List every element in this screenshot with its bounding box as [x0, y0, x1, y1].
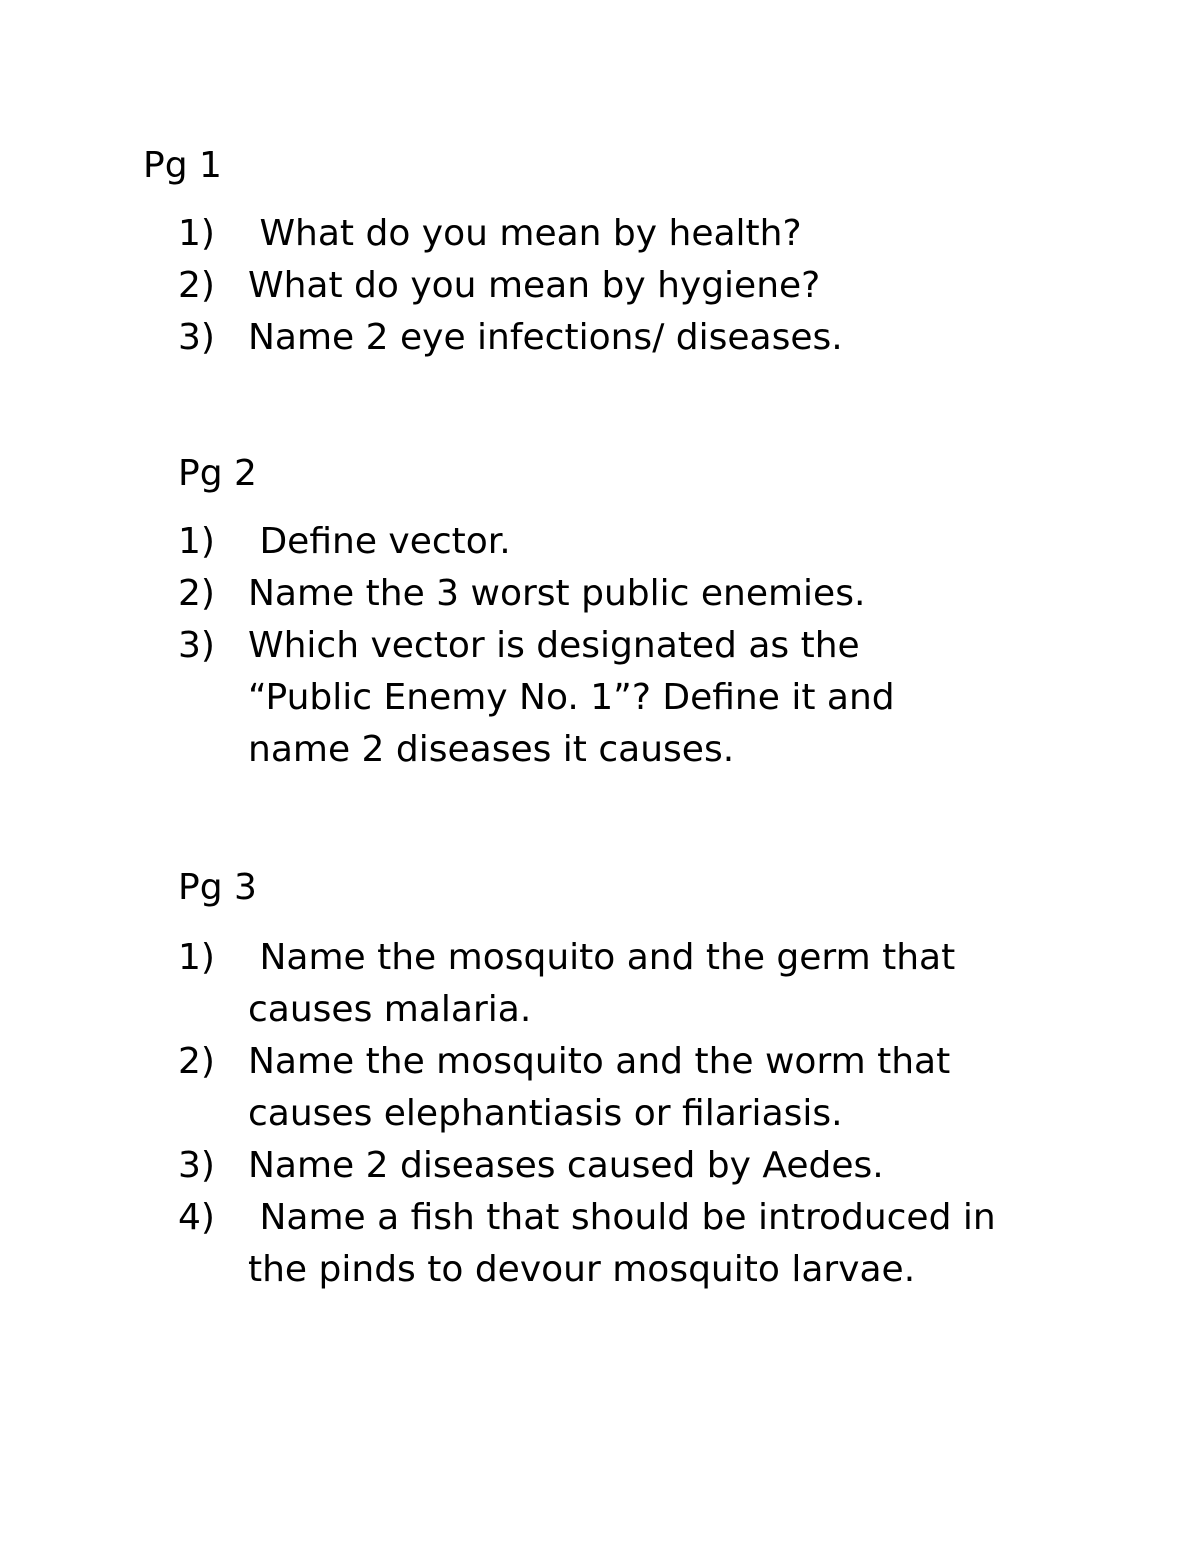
question-text: What do you mean by hygiene? [248, 265, 821, 306]
question-number: 3) [178, 625, 215, 666]
question-text: Name 2 diseases caused by Aedes. [248, 1145, 884, 1186]
question-text: Name the 3 worst public enemies. [248, 573, 866, 614]
question-number: 2) [178, 1041, 215, 1082]
question-number: 2) [178, 573, 215, 614]
question-number: 1) [178, 937, 215, 978]
question-number: 4) [178, 1197, 215, 1238]
question-number: 1) [178, 213, 215, 254]
question-text: Name the mosquito and the germ that causes malaria. [248, 937, 967, 1030]
question-number: 1) [178, 521, 215, 562]
question-text: Name a fish that should be introduced in the pinds to devour mosquito larvae. [248, 1197, 1008, 1290]
question-text: Name 2 eye infections/ diseases. [248, 317, 843, 358]
question-text: What do you mean by health? [248, 213, 802, 254]
question-number: 2) [178, 265, 215, 306]
question-text: Name the mosquito and the worm that causes elephantiasis or filariasis. [248, 1041, 962, 1134]
question-number: 3) [178, 1145, 215, 1186]
section-title: Pg 2 [178, 453, 257, 494]
section-title: Pg 3 [178, 867, 257, 908]
section-title: Pg 1 [143, 145, 222, 186]
question-text: Define vector. [248, 521, 511, 562]
question-number: 3) [178, 317, 215, 358]
question-text: Which vector is designated as the “Public Enemy No. 1”? Define it and name 2 diseases it causes. [248, 625, 907, 770]
